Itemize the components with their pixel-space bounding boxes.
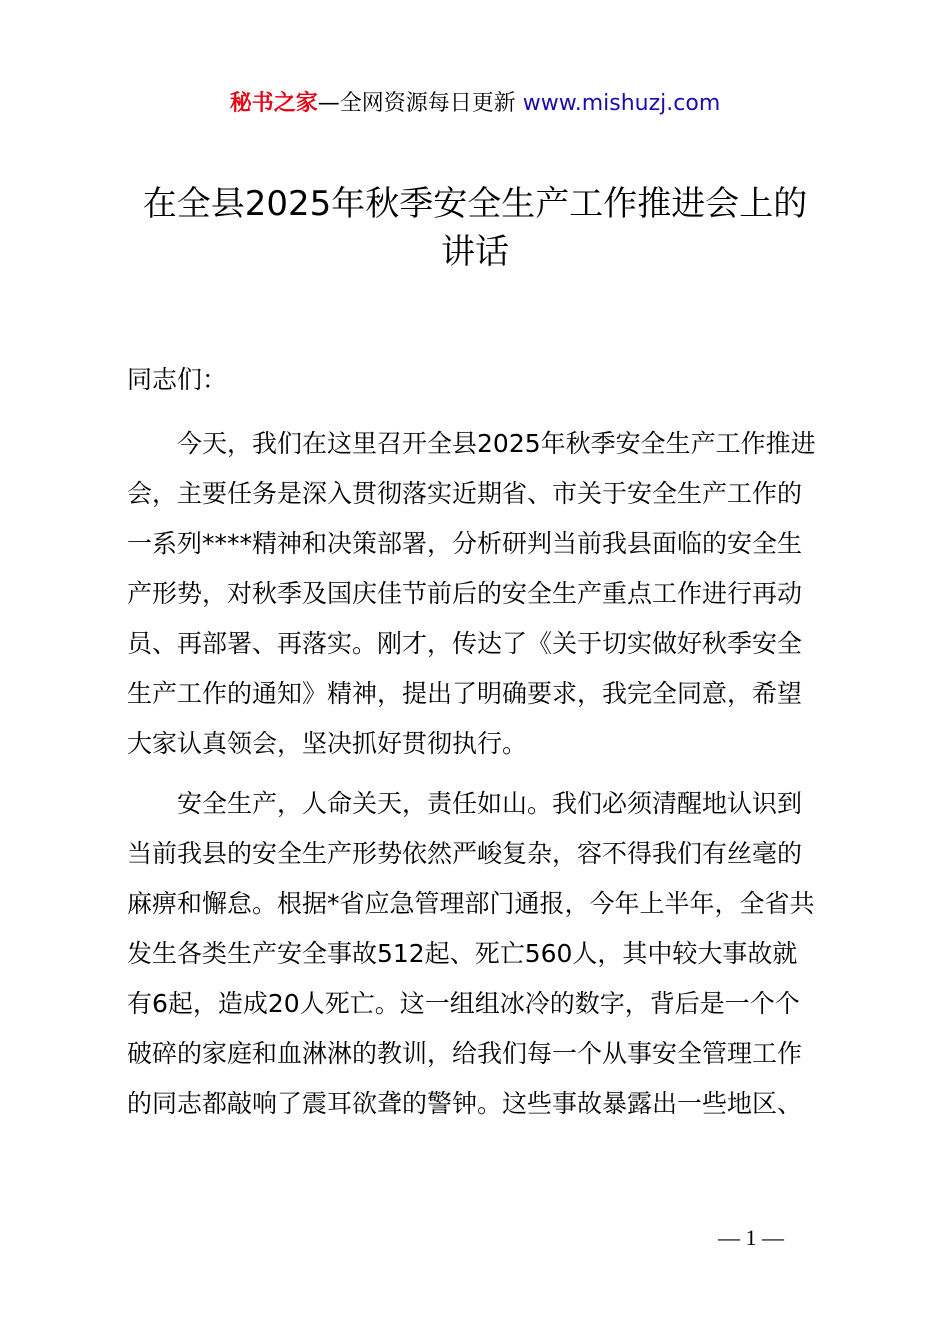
paragraph-1 — [127, 419, 816, 769]
salutation: 同志们： — [127, 365, 228, 394]
paragraph-line: 发生各类生产安全事故512起、死亡560人，其中较大事故就 — [127, 939, 798, 968]
paragraph-line: 生产工作的通知》精神，提出了明确要求，我完全同意，希望 — [127, 679, 803, 708]
paragraph-line: 当前我县的安全生产形势依然严峻复杂，容不得我们有丝毫的 — [127, 839, 803, 868]
paragraph-line: 大家认真领会，坚决抓好贯彻执行。 — [127, 729, 528, 758]
page-number: — 1 — — [718, 1225, 784, 1250]
paragraph-line: 安全生产，人命关天，责任如山。我们必须清醒地认识到 — [127, 789, 803, 818]
paragraph-line: 一系列****精神和决策部署，分析研判当前我县面临的安全生 — [127, 529, 803, 558]
paragraph-line: 产形势，对秋季及国庆佳节前后的安全生产重点工作进行再动 — [127, 579, 803, 608]
paragraph-line: 有6起，造成20人死亡。这一组组冰冷的数字，背后是一个个 — [127, 989, 800, 1018]
brand-name: 秘书之家 — [229, 91, 318, 116]
paragraph-line: 今天，我们在这里召开全县2025年秋季安全生产工作推进 — [127, 429, 816, 458]
paragraph-line: 麻痹和懈怠。根据*省应急管理部门通报，今年上半年，全省共 — [127, 889, 815, 918]
header-tagline: —全网资源每日更新 — [317, 91, 523, 116]
paragraph-line: 的同志都敲响了震耳欲聋的警钟。这些事故暴露出一些地区、 — [127, 1089, 803, 1118]
paragraph-2 — [127, 779, 815, 1129]
site-header — [0, 88, 950, 120]
title-line-1: 在全县2025年秋季安全生产工作推进会上的 — [142, 184, 808, 224]
title-line-2: 讲话 — [441, 232, 509, 272]
site-url-link[interactable]: www.mishuzj.com — [522, 91, 721, 116]
paragraph-line: 破碎的家庭和血淋淋的教训，给我们每一个从事安全管理工作 — [127, 1039, 803, 1068]
document-title — [0, 180, 950, 276]
paragraph-line: 员、再部署、再落实。刚才，传达了《关于切实做好秋季安全 — [127, 629, 803, 658]
paragraph-line: 会，主要任务是深入贯彻落实近期省、市关于安全生产工作的 — [127, 479, 803, 508]
